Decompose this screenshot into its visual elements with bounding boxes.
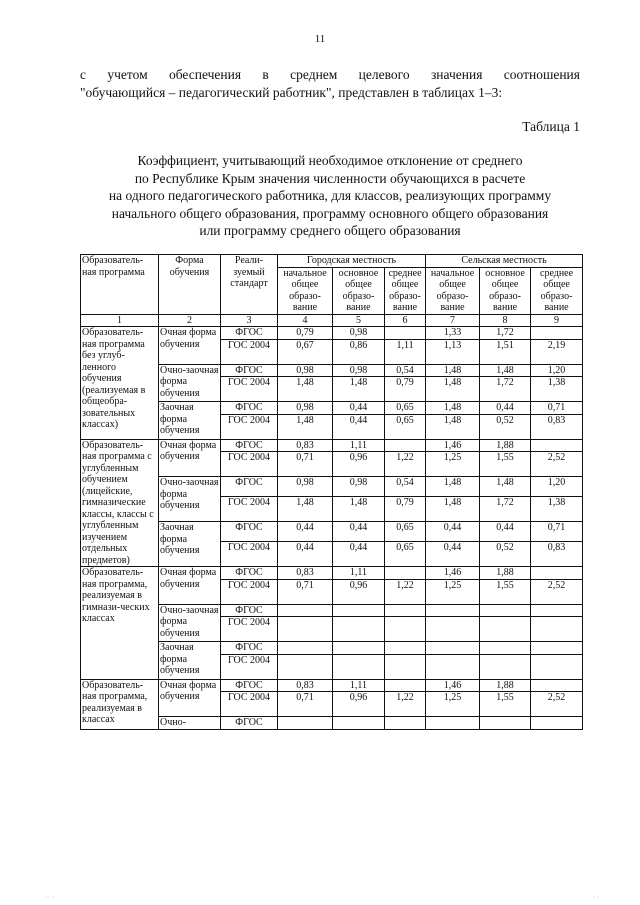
- value-cell: 0,71: [531, 522, 583, 542]
- column-index: 6: [385, 314, 426, 327]
- standard-cell: ФГОС: [221, 717, 278, 730]
- standard-cell: ФГОС: [221, 567, 278, 580]
- standard-cell: ФГОС: [221, 522, 278, 542]
- value-cell: [333, 604, 385, 617]
- header-rural-secondary: среднее общее образо-вание: [531, 267, 583, 314]
- value-cell: 0,98: [278, 364, 333, 377]
- table-body: [81, 327, 583, 730]
- column-index: 9: [531, 314, 583, 327]
- value-cell: [385, 439, 426, 452]
- value-cell: 1,22: [385, 579, 426, 604]
- value-cell: 1,11: [333, 679, 385, 692]
- value-cell: [385, 327, 426, 340]
- table-row: [81, 567, 583, 580]
- scan-artifact: ·· ·: [45, 893, 55, 902]
- value-cell: [426, 642, 480, 655]
- value-cell: 0,71: [278, 692, 333, 717]
- value-cell: 0,65: [385, 522, 426, 542]
- caption-line: или программу среднего общего образования: [199, 223, 461, 238]
- value-cell: 0,44: [426, 542, 480, 567]
- value-cell: 1,48: [426, 497, 480, 522]
- value-cell: 0,52: [480, 542, 531, 567]
- value-cell: 0,54: [385, 477, 426, 497]
- form-cell: Очно-заочная форма обучения: [159, 604, 221, 642]
- value-cell: [278, 617, 333, 642]
- value-cell: 2,52: [531, 452, 583, 477]
- value-cell: [531, 567, 583, 580]
- value-cell: 1,38: [531, 377, 583, 402]
- value-cell: [426, 654, 480, 679]
- value-cell: 1,33: [426, 327, 480, 340]
- value-cell: 1,46: [426, 679, 480, 692]
- value-cell: 0,98: [333, 364, 385, 377]
- caption-line: по Республике Крым значения численности обучающихся в расчете: [134, 170, 526, 186]
- value-cell: [278, 654, 333, 679]
- value-cell: [333, 617, 385, 642]
- value-cell: 1,38: [531, 497, 583, 522]
- form-cell: Очно-: [159, 717, 221, 730]
- value-cell: 1,25: [426, 692, 480, 717]
- header-row: [81, 255, 583, 268]
- value-cell: 0,44: [480, 522, 531, 542]
- header-urban: Городская местность: [278, 255, 426, 268]
- value-cell: 1,48: [426, 364, 480, 377]
- standard-cell: ГОС 2004: [221, 377, 278, 402]
- column-index: 5: [333, 314, 385, 327]
- value-cell: [333, 654, 385, 679]
- value-cell: 0,98: [333, 327, 385, 340]
- value-cell: 1,46: [426, 439, 480, 452]
- value-cell: 2,52: [531, 692, 583, 717]
- value-cell: 0,98: [333, 477, 385, 497]
- value-cell: 0,44: [278, 542, 333, 567]
- value-cell: [385, 617, 426, 642]
- value-cell: [531, 604, 583, 617]
- caption-line: Коэффициент, учитывающий необходимое отклонение от среднего: [137, 153, 523, 168]
- value-cell: [278, 642, 333, 655]
- table-row: [81, 327, 583, 340]
- caption-line: на одного педагогического работника, для классов, реализующих программу: [108, 188, 552, 203]
- standard-cell: ФГОС: [221, 402, 278, 415]
- value-cell: 1,11: [385, 339, 426, 364]
- value-cell: 1,88: [480, 679, 531, 692]
- value-cell: 0,86: [333, 339, 385, 364]
- value-cell: 1,88: [480, 567, 531, 580]
- value-cell: 1,51: [480, 339, 531, 364]
- value-cell: 2,19: [531, 339, 583, 364]
- form-cell: Очно-заочная форма обучения: [159, 364, 221, 402]
- value-cell: [480, 717, 531, 730]
- intro-paragraph: [80, 66, 580, 102]
- intro-line-1: с учетом обеспечения в среднем целевого значения соотношения: [80, 67, 580, 82]
- value-cell: [333, 717, 385, 730]
- page-number: 11: [314, 33, 326, 45]
- value-cell: 1,48: [426, 477, 480, 497]
- value-cell: [426, 717, 480, 730]
- standard-cell: ФГОС: [221, 604, 278, 617]
- value-cell: 2,52: [531, 579, 583, 604]
- value-cell: 1,88: [480, 439, 531, 452]
- value-cell: [531, 642, 583, 655]
- header-form: Форма обучения: [159, 255, 221, 315]
- standard-cell: ГОС 2004: [221, 452, 278, 477]
- value-cell: 1,48: [480, 364, 531, 377]
- value-cell: 0,96: [333, 692, 385, 717]
- value-cell: 1,72: [480, 327, 531, 340]
- value-cell: [480, 654, 531, 679]
- column-index-row: [81, 314, 583, 327]
- standard-cell: ГОС 2004: [221, 692, 278, 717]
- value-cell: 1,48: [278, 377, 333, 402]
- standard-cell: ФГОС: [221, 439, 278, 452]
- value-cell: 0,71: [278, 579, 333, 604]
- header-program: Образователь-ная программа: [81, 255, 159, 315]
- value-cell: 0,54: [385, 364, 426, 377]
- value-cell: 1,55: [480, 692, 531, 717]
- value-cell: 0,79: [385, 497, 426, 522]
- value-cell: 1,55: [480, 452, 531, 477]
- value-cell: 0,79: [385, 377, 426, 402]
- column-index: 4: [278, 314, 333, 327]
- value-cell: [385, 604, 426, 617]
- value-cell: 0,65: [385, 414, 426, 439]
- value-cell: 1,72: [480, 377, 531, 402]
- standard-cell: ФГОС: [221, 327, 278, 340]
- value-cell: 0,52: [480, 414, 531, 439]
- table-label: Таблица 1: [522, 119, 580, 134]
- value-cell: [385, 717, 426, 730]
- value-cell: 1,20: [531, 477, 583, 497]
- value-cell: 1,48: [426, 402, 480, 415]
- value-cell: 0,83: [531, 542, 583, 567]
- table-row: [81, 679, 583, 692]
- value-cell: 0,44: [333, 402, 385, 415]
- value-cell: [385, 567, 426, 580]
- standard-cell: ФГОС: [221, 364, 278, 377]
- standard-cell: ГОС 2004: [221, 497, 278, 522]
- standard-cell: ГОС 2004: [221, 414, 278, 439]
- value-cell: [531, 717, 583, 730]
- value-cell: 0,96: [333, 452, 385, 477]
- value-cell: 0,44: [333, 522, 385, 542]
- form-cell: Очная форма обучения: [159, 679, 221, 717]
- header-rural-basic: основное общее образо-вание: [480, 267, 531, 314]
- value-cell: 0,79: [278, 327, 333, 340]
- value-cell: [480, 642, 531, 655]
- value-cell: 1,13: [426, 339, 480, 364]
- value-cell: 1,22: [385, 692, 426, 717]
- value-cell: 1,22: [385, 452, 426, 477]
- standard-cell: ГОС 2004: [221, 617, 278, 642]
- header-urban-primary: начальное общее образо-вание: [278, 267, 333, 314]
- program-cell: Образователь-ная программа, реализуемая в классах: [81, 679, 159, 729]
- standard-cell: ФГОС: [221, 477, 278, 497]
- intro-line-2: "обучающийся – педагогический работник", представлен в таблицах 1–3:: [80, 85, 503, 100]
- value-cell: 0,98: [278, 477, 333, 497]
- table-row: [81, 439, 583, 452]
- value-cell: [333, 642, 385, 655]
- table-caption: [70, 152, 590, 240]
- value-cell: [426, 604, 480, 617]
- column-index: 2: [159, 314, 221, 327]
- value-cell: 1,11: [333, 439, 385, 452]
- value-cell: 0,44: [333, 414, 385, 439]
- value-cell: 0,44: [333, 542, 385, 567]
- value-cell: 0,65: [385, 542, 426, 567]
- value-cell: 1,20: [531, 364, 583, 377]
- scan-artifact: · ·: [592, 893, 600, 902]
- value-cell: [385, 679, 426, 692]
- value-cell: 1,48: [480, 477, 531, 497]
- column-index: 7: [426, 314, 480, 327]
- standard-cell: ГОС 2004: [221, 579, 278, 604]
- form-cell: Заочная форма обучения: [159, 522, 221, 567]
- value-cell: 1,48: [278, 497, 333, 522]
- value-cell: [531, 679, 583, 692]
- value-cell: 0,83: [531, 414, 583, 439]
- form-cell: Очная форма обучения: [159, 327, 221, 365]
- value-cell: 0,67: [278, 339, 333, 364]
- standard-cell: ФГОС: [221, 679, 278, 692]
- standard-cell: ГОС 2004: [221, 339, 278, 364]
- value-cell: [480, 604, 531, 617]
- value-cell: 0,83: [278, 679, 333, 692]
- value-cell: 0,71: [278, 452, 333, 477]
- header-rural-primary: начальное общее образо-вание: [426, 267, 480, 314]
- value-cell: 1,11: [333, 567, 385, 580]
- value-cell: 0,44: [480, 402, 531, 415]
- value-cell: 0,71: [531, 402, 583, 415]
- value-cell: [480, 617, 531, 642]
- form-cell: Очная форма обучения: [159, 567, 221, 605]
- program-cell: Образователь-ная программа без углуб-ленного обучения (реализуемая в общеобра-зовательных классах): [81, 327, 159, 440]
- value-cell: 1,72: [480, 497, 531, 522]
- value-cell: [278, 717, 333, 730]
- form-cell: Очно-заочная форма обучения: [159, 477, 221, 522]
- value-cell: 1,48: [278, 414, 333, 439]
- header-rural: Сельская местность: [426, 255, 583, 268]
- value-cell: 1,48: [333, 497, 385, 522]
- value-cell: 0,44: [278, 522, 333, 542]
- value-cell: [426, 617, 480, 642]
- value-cell: [278, 604, 333, 617]
- value-cell: [531, 327, 583, 340]
- value-cell: [531, 617, 583, 642]
- standard-cell: ГОС 2004: [221, 654, 278, 679]
- form-cell: Очная форма обучения: [159, 439, 221, 477]
- header-urban-basic: основное общее образо-вание: [333, 267, 385, 314]
- value-cell: 0,83: [278, 567, 333, 580]
- value-cell: 1,48: [426, 414, 480, 439]
- value-cell: 0,83: [278, 439, 333, 452]
- value-cell: 1,55: [480, 579, 531, 604]
- form-cell: Заочная форма обучения: [159, 402, 221, 440]
- value-cell: 1,46: [426, 567, 480, 580]
- form-cell: Заочная форма обучения: [159, 642, 221, 680]
- value-cell: [385, 654, 426, 679]
- value-cell: 1,48: [333, 377, 385, 402]
- header-standard: Реали-зуемый стандарт: [221, 255, 278, 315]
- value-cell: 1,25: [426, 579, 480, 604]
- standard-cell: ФГОС: [221, 642, 278, 655]
- value-cell: 0,98: [278, 402, 333, 415]
- column-index: 8: [480, 314, 531, 327]
- program-cell: Образователь-ная программа, реализуемая в гимнази-ческих классах: [81, 567, 159, 680]
- value-cell: [385, 642, 426, 655]
- program-cell: Образователь-ная программа с углубленным обучением (лицейские, гимназические классы, классы с углубленным изучением отдельных предметов): [81, 439, 159, 567]
- value-cell: 0,65: [385, 402, 426, 415]
- value-cell: 1,25: [426, 452, 480, 477]
- value-cell: 0,44: [426, 522, 480, 542]
- value-cell: [531, 439, 583, 452]
- standard-cell: ГОС 2004: [221, 542, 278, 567]
- value-cell: 1,48: [426, 377, 480, 402]
- column-index: 1: [81, 314, 159, 327]
- header-urban-secondary: среднее общее образо-вание: [385, 267, 426, 314]
- column-index: 3: [221, 314, 278, 327]
- value-cell: [531, 654, 583, 679]
- caption-line: начального общего образования, программу основного общего образования: [111, 205, 549, 221]
- value-cell: 0,96: [333, 579, 385, 604]
- coefficient-table: [80, 254, 583, 730]
